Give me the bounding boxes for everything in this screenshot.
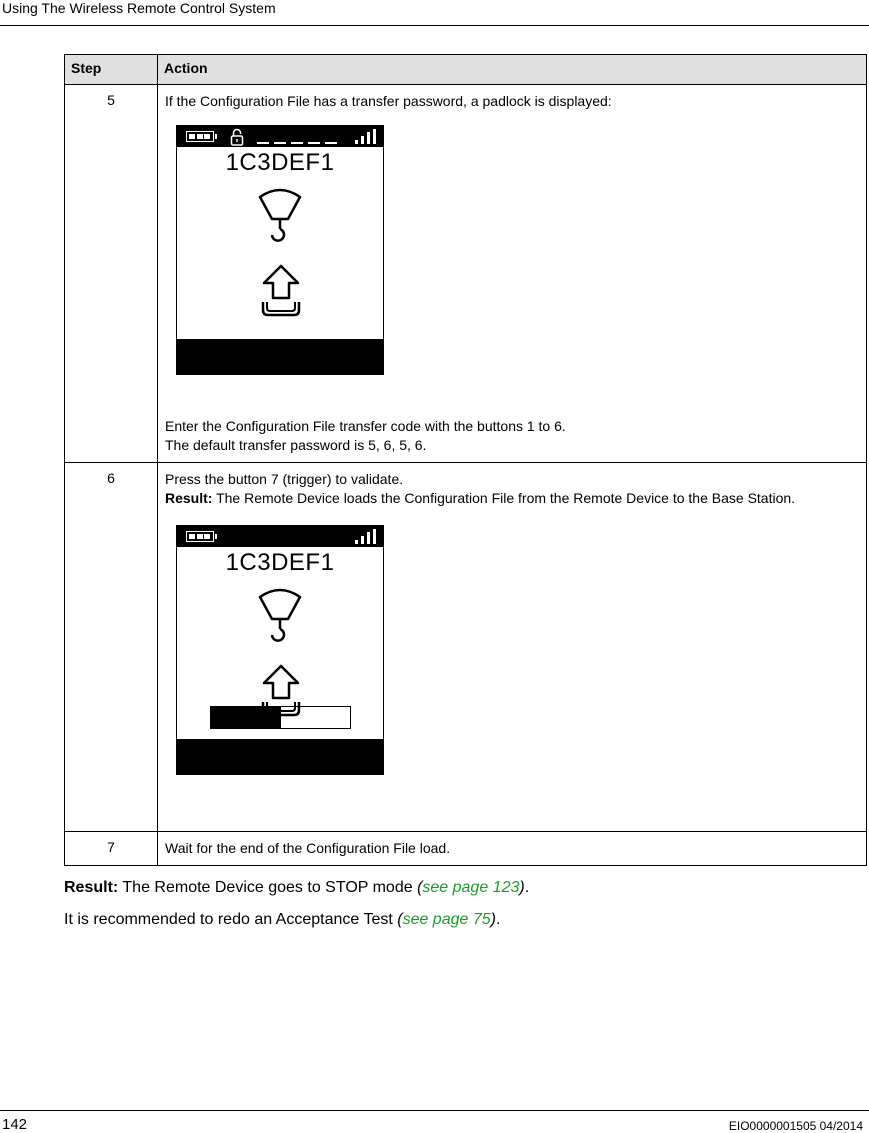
transfer-progress-bar xyxy=(210,706,351,729)
sentence-end: . xyxy=(524,879,530,896)
table-header-row xyxy=(65,55,867,85)
paren-open: ( xyxy=(397,911,403,928)
signal-strength-icon xyxy=(355,529,377,544)
page-link[interactable]: see page 75 xyxy=(402,911,491,928)
screen-status-bar xyxy=(177,126,383,147)
step-number: 6 xyxy=(65,463,158,832)
page-number: 142 xyxy=(2,1116,28,1133)
battery-icon xyxy=(186,131,214,142)
step-action xyxy=(158,463,867,832)
battery-icon xyxy=(186,531,214,542)
step-action xyxy=(158,832,867,866)
device-screen-locked xyxy=(176,125,384,375)
device-id-label: 1C3DEF1 xyxy=(225,149,335,176)
result-text: The Remote Device goes to STOP mode xyxy=(118,879,418,896)
paren-open: ( xyxy=(417,879,423,896)
result-label: Result: xyxy=(165,490,213,506)
result-paragraph xyxy=(64,879,529,897)
column-header-action: Action xyxy=(158,55,867,85)
header-divider xyxy=(0,25,869,26)
paren-close: ) xyxy=(490,911,496,928)
steps-table xyxy=(64,54,867,866)
column-header-step: Step xyxy=(65,55,158,85)
page-link[interactable]: see page 123 xyxy=(422,879,520,896)
step-instruction: If the Configuration File has a transfer password, a padlock is displayed: xyxy=(165,93,612,109)
screen-bottom-bar xyxy=(177,339,383,374)
running-header-title: Using The Wireless Remote Control System xyxy=(2,0,276,16)
step-result xyxy=(165,489,859,508)
paren-close: ) xyxy=(519,879,525,896)
step-note: The default transfer password is 5, 6, 5, 6. xyxy=(165,437,427,453)
crane-hook-icon xyxy=(257,585,303,643)
password-placeholder-dashes xyxy=(257,142,337,144)
result-label: Result: xyxy=(64,879,119,896)
result-text: The Remote Device loads the Configuration File from the Remote Device to the Base Station. xyxy=(212,490,796,506)
device-screen-transfer xyxy=(176,525,384,775)
step-number: 7 xyxy=(65,832,158,866)
upload-icon xyxy=(261,264,301,318)
step-action xyxy=(158,85,867,463)
table-row xyxy=(65,832,867,866)
crane-hook-icon xyxy=(257,185,303,243)
screen-bottom-bar xyxy=(177,739,383,774)
step-instruction: Wait for the end of the Configuration File load. xyxy=(165,840,451,856)
screen-status-bar xyxy=(177,526,383,547)
table-row xyxy=(65,463,867,832)
sentence-end: . xyxy=(495,911,501,928)
step-number: 5 xyxy=(65,85,158,463)
document-reference: EIO0000001505 04/2014 xyxy=(728,1119,863,1133)
padlock-icon xyxy=(230,128,244,146)
signal-strength-icon xyxy=(355,129,377,144)
step-instruction: Press the button 7 (trigger) to validate. xyxy=(165,471,404,487)
step-note: Enter the Configuration File transfer code with the buttons 1 to 6. xyxy=(165,418,566,434)
recommendation-paragraph xyxy=(64,911,500,929)
footer-divider xyxy=(0,1110,869,1111)
recommendation-text: It is recommended to redo an Acceptance Test xyxy=(64,911,398,928)
table-row xyxy=(65,85,867,463)
device-id-label: 1C3DEF1 xyxy=(225,549,335,576)
progress-fill xyxy=(211,707,281,728)
